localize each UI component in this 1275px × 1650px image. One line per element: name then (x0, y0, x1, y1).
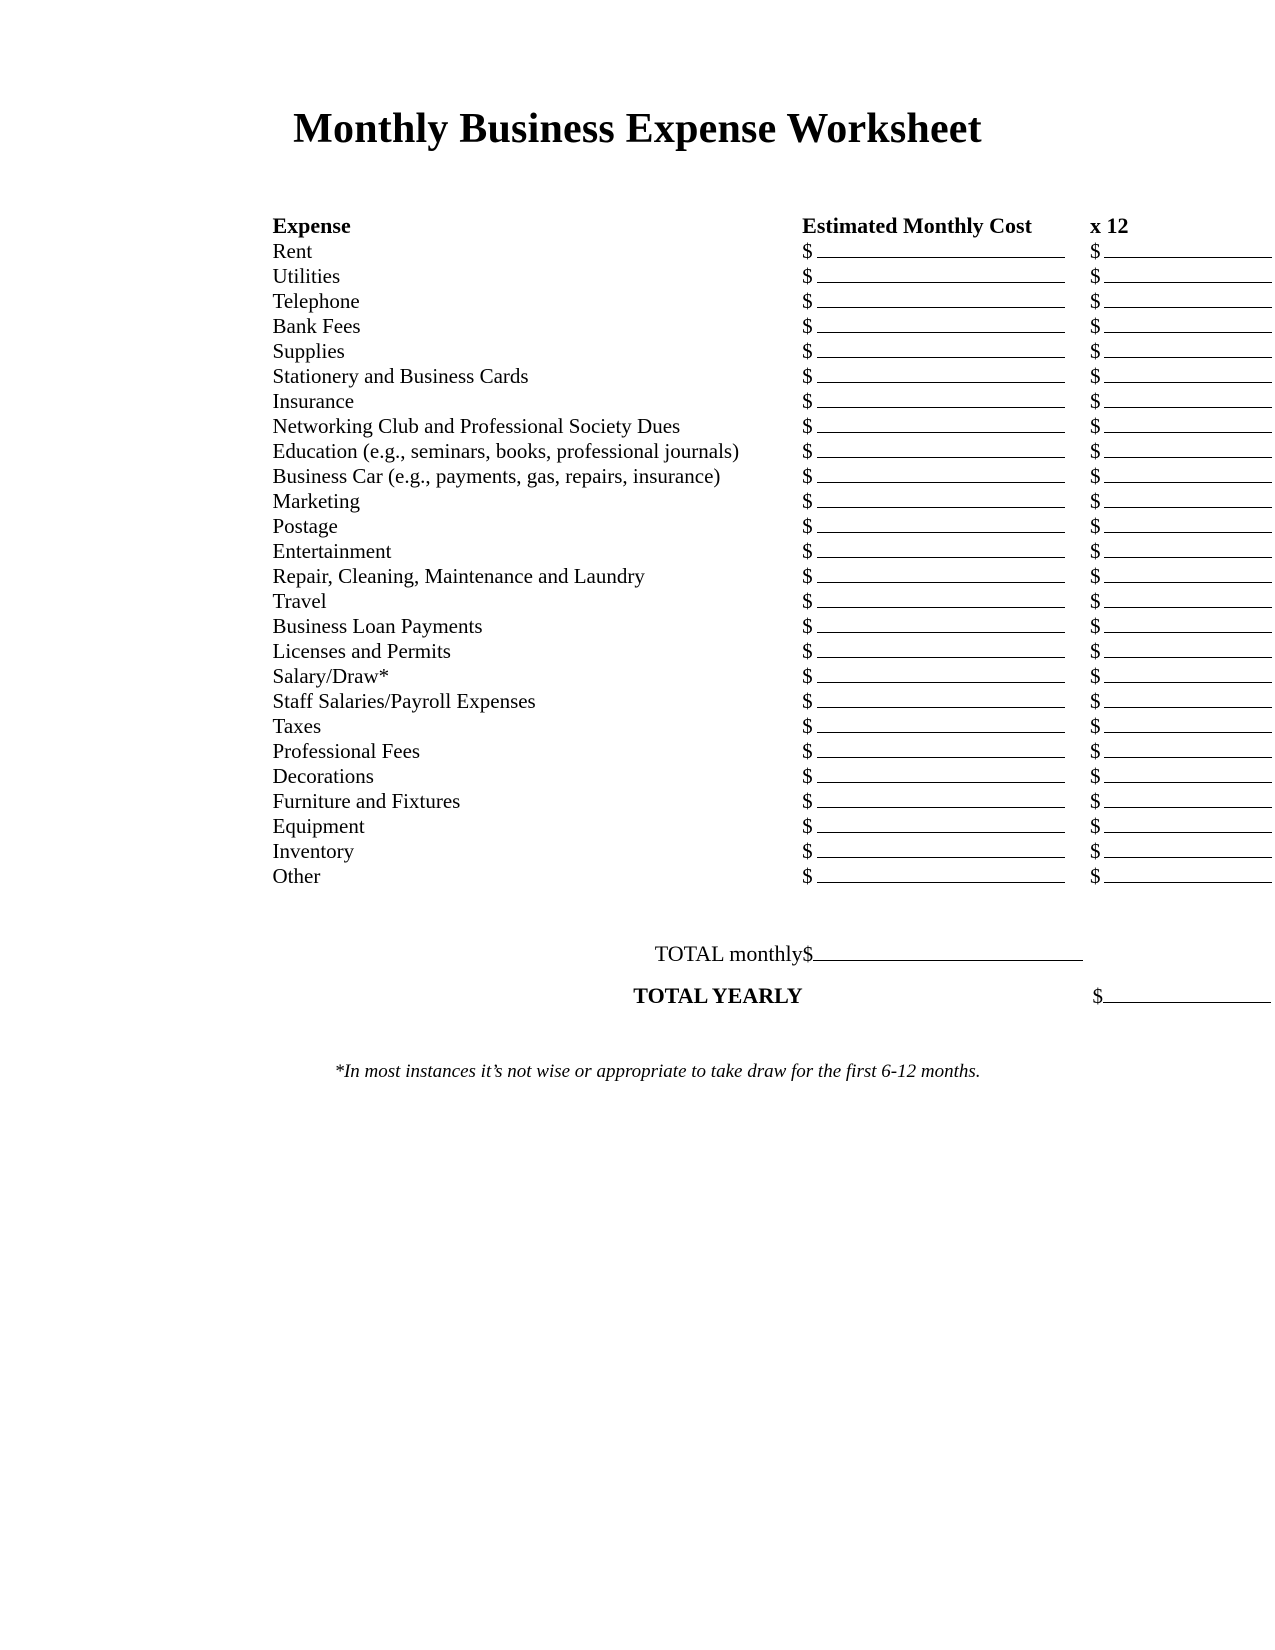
x12-field[interactable] (1090, 464, 1273, 489)
monthly-cost-field[interactable] (802, 314, 1090, 339)
currency-symbol: $ (1089, 739, 1101, 763)
monthly-cost-field[interactable] (802, 414, 1090, 439)
currency-symbol: $ (802, 789, 813, 813)
currency-symbol: $ (1089, 614, 1101, 638)
blank-line[interactable] (817, 543, 1065, 558)
column-header-monthly-cost: Estimated Monthly Cost (802, 213, 1032, 238)
blank-line[interactable] (1104, 768, 1272, 783)
blank-line[interactable] (817, 493, 1065, 508)
table-row (273, 639, 1273, 664)
expense-label: Insurance (272, 389, 355, 413)
currency-symbol: $ (802, 439, 813, 463)
total-monthly-label: TOTAL monthly (654, 941, 803, 966)
currency-symbol: $ (1089, 539, 1101, 563)
x12-field[interactable] (1090, 764, 1273, 789)
monthly-cost-field[interactable] (802, 814, 1090, 839)
monthly-cost-field[interactable] (802, 789, 1090, 814)
x12-field[interactable] (1090, 639, 1273, 664)
blank-line[interactable] (813, 946, 1083, 961)
x12-field[interactable] (1090, 489, 1273, 514)
currency-symbol: $ (802, 864, 813, 888)
expense-label: Telephone (272, 289, 360, 313)
expense-label: Taxes (272, 714, 322, 738)
currency-symbol: $ (1089, 464, 1101, 488)
blank-line[interactable] (817, 443, 1065, 458)
footnote: *In most instances it’s not wise or appropriate to take draw for the first 6-12 months. (334, 1061, 981, 1082)
blank-line[interactable] (817, 743, 1065, 758)
x12-field[interactable] (1090, 589, 1273, 614)
expense-label: Postage (272, 514, 338, 538)
currency-symbol: $ (1089, 789, 1101, 813)
currency-symbol: $ (1089, 239, 1101, 263)
table-row (273, 264, 1273, 289)
table-row (273, 839, 1273, 864)
blank-line[interactable] (1104, 293, 1272, 308)
table-row (273, 864, 1273, 889)
x12-field[interactable] (1090, 614, 1273, 639)
x12-field[interactable] (1090, 514, 1273, 539)
totals-table (273, 941, 1273, 1025)
monthly-cost-field[interactable] (802, 514, 1090, 539)
expense-label: Licenses and Permits (272, 639, 451, 663)
table-row (273, 289, 1273, 314)
blank-line[interactable] (1104, 718, 1272, 733)
blank-line[interactable] (817, 818, 1065, 833)
expense-table (273, 213, 1273, 889)
monthly-cost-field[interactable] (802, 689, 1090, 714)
table-row (273, 689, 1273, 714)
currency-symbol: $ (1089, 839, 1101, 863)
blank-line[interactable] (1104, 643, 1272, 658)
expense-label: Equipment (272, 814, 365, 838)
blank-line[interactable] (817, 793, 1065, 808)
blank-line[interactable] (817, 643, 1065, 658)
currency-symbol: $ (802, 564, 813, 588)
table-row (273, 564, 1273, 589)
currency-symbol: $ (802, 639, 813, 663)
blank-line[interactable] (817, 293, 1065, 308)
x12-field[interactable] (1090, 239, 1273, 264)
total-monthly-field[interactable] (803, 941, 1093, 983)
blank-line[interactable] (1104, 868, 1272, 883)
monthly-cost-field[interactable] (802, 339, 1090, 364)
worksheet-body (133, 213, 1143, 1025)
table-row (273, 539, 1273, 564)
blank-line[interactable] (817, 393, 1065, 408)
monthly-cost-field[interactable] (802, 589, 1090, 614)
currency-symbol: $ (802, 489, 813, 513)
expense-label: Marketing (272, 489, 360, 513)
expense-label: Entertainment (272, 539, 392, 563)
monthly-cost-field[interactable] (802, 614, 1090, 639)
currency-symbol: $ (802, 389, 813, 413)
table-row (273, 814, 1273, 839)
table-row (273, 439, 1273, 464)
expense-label: Other (272, 864, 321, 888)
currency-symbol: $ (802, 289, 813, 313)
currency-symbol: $ (1089, 489, 1101, 513)
currency-symbol: $ (1089, 339, 1101, 363)
blank-line[interactable] (1104, 443, 1272, 458)
currency-symbol: $ (1089, 864, 1101, 888)
expense-label: Education (e.g., seminars, books, professional journals) (272, 439, 740, 463)
expense-label: Business Car (e.g., payments, gas, repairs, insurance) (272, 464, 721, 488)
monthly-cost-field[interactable] (802, 639, 1090, 664)
currency-symbol: $ (802, 714, 813, 738)
x12-field[interactable] (1090, 289, 1273, 314)
x12-field[interactable] (1090, 664, 1273, 689)
currency-symbol: $ (802, 614, 813, 638)
expense-rows (273, 239, 1273, 889)
currency-symbol: $ (1089, 439, 1101, 463)
blank-line[interactable] (1104, 593, 1272, 608)
monthly-cost-field[interactable] (802, 364, 1090, 389)
blank-line[interactable] (1104, 268, 1272, 283)
blank-line[interactable] (1104, 393, 1272, 408)
x12-field[interactable] (1090, 739, 1273, 764)
x12-field[interactable] (1090, 864, 1273, 889)
total-yearly-label: TOTAL YEARLY (633, 983, 803, 1008)
monthly-cost-field[interactable] (802, 464, 1090, 489)
x12-field[interactable] (1090, 339, 1273, 364)
expense-label: Stationery and Business Cards (272, 364, 529, 388)
total-monthly-row (273, 941, 1273, 983)
table-row (273, 589, 1273, 614)
blank-line[interactable] (1104, 693, 1272, 708)
currency-symbol: $ (802, 539, 813, 563)
currency-symbol: $ (802, 464, 813, 488)
expense-label: Supplies (272, 339, 345, 363)
blank-line[interactable] (817, 768, 1065, 783)
blank-line[interactable] (817, 568, 1065, 583)
monthly-cost-field[interactable] (802, 539, 1090, 564)
currency-symbol: $ (802, 814, 813, 838)
table-row (273, 664, 1273, 689)
x12-field[interactable] (1090, 439, 1273, 464)
table-row (273, 764, 1273, 789)
table-row (273, 714, 1273, 739)
expense-label: Business Loan Payments (272, 614, 483, 638)
expense-label: Furniture and Fixtures (272, 789, 461, 813)
page-title: Monthly Business Expense Worksheet (293, 106, 982, 152)
monthly-cost-field[interactable] (802, 489, 1090, 514)
currency-symbol: $ (1089, 314, 1101, 338)
table-row (273, 339, 1273, 364)
table-row (273, 414, 1273, 439)
currency-symbol: $ (1089, 714, 1101, 738)
blank-line[interactable] (1104, 618, 1272, 633)
x12-field[interactable] (1090, 814, 1273, 839)
table-row (273, 739, 1273, 764)
blank-line[interactable] (817, 518, 1065, 533)
currency-symbol: $ (1089, 589, 1101, 613)
total-monthly-x12-empty (1093, 941, 1273, 983)
expense-label: Professional Fees (272, 739, 421, 763)
currency-symbol: $ (802, 514, 813, 538)
blank-line[interactable] (1103, 988, 1271, 1003)
x12-field[interactable] (1090, 389, 1273, 414)
blank-line[interactable] (1104, 518, 1272, 533)
currency-symbol: $ (802, 839, 813, 863)
blank-line[interactable] (1104, 468, 1272, 483)
monthly-cost-field[interactable] (802, 439, 1090, 464)
table-header-row (273, 213, 1273, 239)
monthly-cost-field[interactable] (802, 864, 1090, 889)
monthly-cost-field[interactable] (802, 739, 1090, 764)
table-row (273, 389, 1273, 414)
currency-symbol: $ (802, 314, 813, 338)
expense-label: Travel (272, 589, 327, 613)
blank-line[interactable] (817, 418, 1065, 433)
x12-field[interactable] (1090, 564, 1273, 589)
total-yearly-field[interactable] (1093, 983, 1273, 1025)
expense-label: Rent (272, 239, 313, 263)
blank-line[interactable] (817, 468, 1065, 483)
currency-symbol: $ (1089, 814, 1101, 838)
currency-symbol: $ (802, 664, 813, 688)
table-row (273, 364, 1273, 389)
expense-label: Inventory (272, 839, 355, 863)
blank-line[interactable] (1104, 793, 1272, 808)
x12-field[interactable] (1090, 539, 1273, 564)
column-header-expense: Expense (272, 213, 351, 238)
monthly-cost-field[interactable] (802, 839, 1090, 864)
blank-line[interactable] (817, 668, 1065, 683)
currency-symbol: $ (802, 689, 813, 713)
monthly-cost-field[interactable] (802, 264, 1090, 289)
currency-symbol: $ (1089, 264, 1101, 288)
monthly-cost-field[interactable] (802, 389, 1090, 414)
x12-field[interactable] (1090, 264, 1273, 289)
blank-line[interactable] (817, 593, 1065, 608)
currency-symbol: $ (802, 942, 814, 966)
expense-label: Salary/Draw* (272, 664, 390, 688)
blank-line[interactable] (817, 718, 1065, 733)
expense-label: Repair, Cleaning, Maintenance and Laundry (272, 564, 645, 588)
blank-line[interactable] (1104, 843, 1272, 858)
table-row (273, 489, 1273, 514)
x12-field[interactable] (1090, 364, 1273, 389)
monthly-cost-field[interactable] (802, 289, 1090, 314)
blank-line[interactable] (1104, 343, 1272, 358)
monthly-cost-field[interactable] (802, 564, 1090, 589)
blank-line[interactable] (817, 368, 1065, 383)
monthly-cost-field[interactable] (802, 239, 1090, 264)
blank-line[interactable] (1104, 668, 1272, 683)
currency-symbol: $ (802, 739, 813, 763)
blank-line[interactable] (817, 868, 1065, 883)
table-row (273, 789, 1273, 814)
total-yearly-cost-empty (803, 983, 1093, 1025)
currency-symbol: $ (1089, 389, 1101, 413)
blank-line[interactable] (1104, 318, 1272, 333)
blank-line[interactable] (1104, 418, 1272, 433)
table-row (273, 239, 1273, 264)
expense-label: Bank Fees (272, 314, 361, 338)
blank-line[interactable] (817, 843, 1065, 858)
monthly-cost-field[interactable] (802, 714, 1090, 739)
blank-line[interactable] (1104, 743, 1272, 758)
monthly-cost-field[interactable] (802, 764, 1090, 789)
expense-label: Utilities (272, 264, 341, 288)
currency-symbol: $ (802, 264, 813, 288)
currency-symbol: $ (802, 239, 813, 263)
x12-field[interactable] (1090, 314, 1273, 339)
expense-label: Decorations (272, 764, 374, 788)
column-header-x12: x 12 (1089, 213, 1129, 238)
table-row (273, 464, 1273, 489)
table-row (273, 514, 1273, 539)
blank-line[interactable] (1104, 368, 1272, 383)
blank-line[interactable] (1104, 493, 1272, 508)
currency-symbol: $ (1089, 514, 1101, 538)
currency-symbol: $ (1089, 414, 1101, 438)
blank-line[interactable] (1104, 818, 1272, 833)
currency-symbol: $ (1089, 564, 1101, 588)
expense-label: Networking Club and Professional Society Dues (272, 414, 681, 438)
blank-line[interactable] (1104, 543, 1272, 558)
currency-symbol: $ (802, 764, 813, 788)
currency-symbol: $ (1089, 639, 1101, 663)
table-row (273, 614, 1273, 639)
currency-symbol: $ (1089, 664, 1101, 688)
blank-line[interactable] (1104, 568, 1272, 583)
currency-symbol: $ (802, 589, 813, 613)
blank-line[interactable] (817, 268, 1065, 283)
blank-line[interactable] (817, 343, 1065, 358)
x12-field[interactable] (1090, 689, 1273, 714)
currency-symbol: $ (1089, 689, 1101, 713)
currency-symbol: $ (1089, 364, 1101, 388)
blank-line[interactable] (817, 318, 1065, 333)
currency-symbol: $ (802, 414, 813, 438)
currency-symbol: $ (1092, 984, 1103, 1008)
x12-field[interactable] (1090, 839, 1273, 864)
currency-symbol: $ (802, 364, 813, 388)
x12-field[interactable] (1090, 714, 1273, 739)
x12-field[interactable] (1090, 789, 1273, 814)
table-row (273, 314, 1273, 339)
blank-line[interactable] (817, 243, 1065, 258)
blank-line[interactable] (817, 618, 1065, 633)
total-yearly-row (273, 983, 1273, 1025)
blank-line[interactable] (817, 693, 1065, 708)
expense-label: Staff Salaries/Payroll Expenses (272, 689, 536, 713)
currency-symbol: $ (802, 339, 813, 363)
monthly-cost-field[interactable] (802, 664, 1090, 689)
currency-symbol: $ (1089, 289, 1101, 313)
x12-field[interactable] (1090, 414, 1273, 439)
currency-symbol: $ (1089, 764, 1101, 788)
blank-line[interactable] (1104, 243, 1272, 258)
